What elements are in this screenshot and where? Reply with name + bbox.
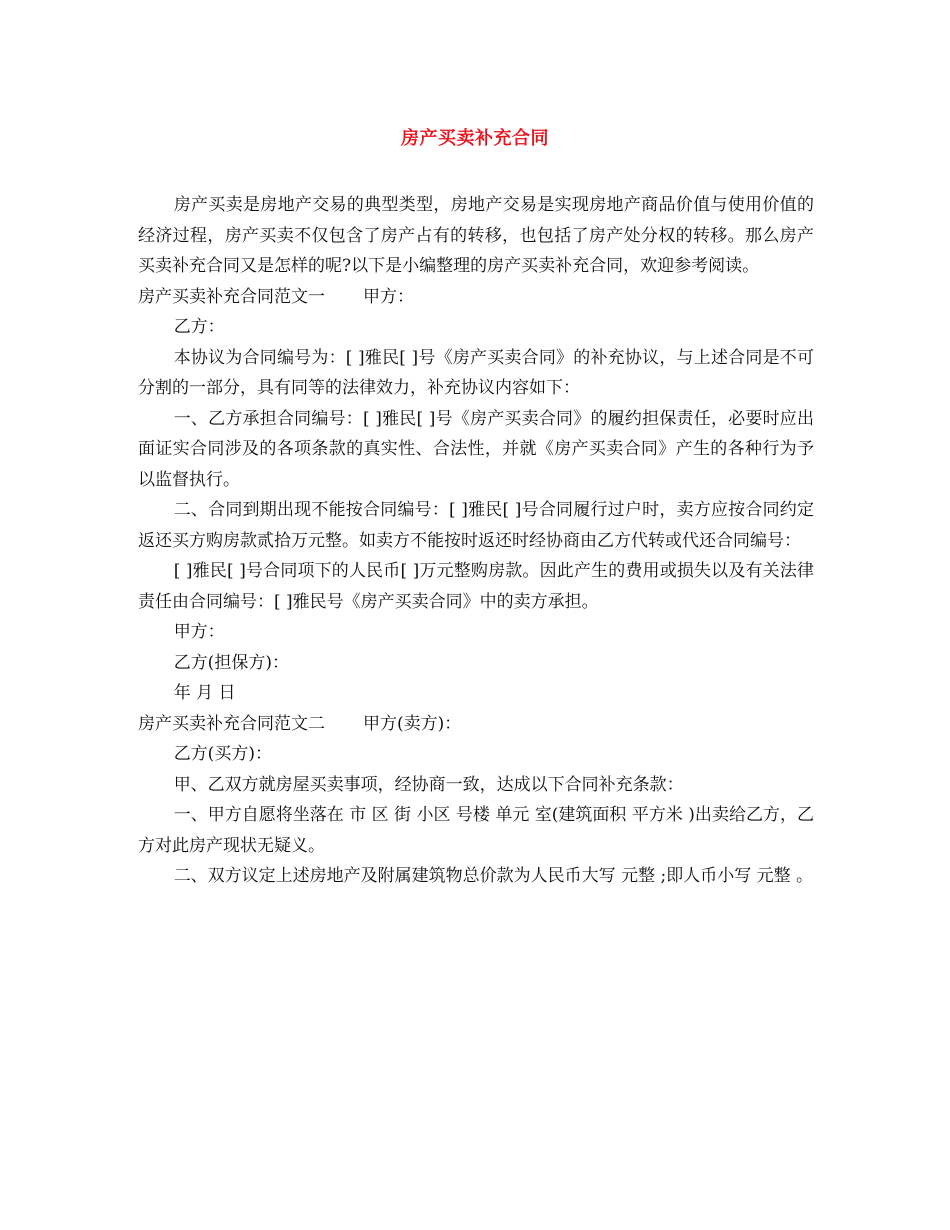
- paragraph-sample-one-heading: [138, 282, 814, 313]
- paragraph-consensus: 甲、乙双方就房屋买卖事项，经协商一致，达成以下合同补充条款：: [173, 774, 684, 795]
- paragraph-party-b: 乙方：: [173, 317, 225, 337]
- paragraph-signature-party-b: 乙方(担保方)：: [173, 652, 289, 673]
- paragraph-clause-two-continued: [ ]雅民[ ]号合同项下的人民币[ ]万元整购房款。因此产生的费用或损失以及有关法律责任由合同编号：[ ]雅民号《房产买卖合同》中的卖方承担。: [138, 561, 814, 612]
- sample-two-heading: 房产买卖补充合同范文二: [138, 713, 325, 734]
- seller-label: 甲方(卖方)：: [363, 713, 462, 734]
- paragraph-buyer: 乙方(买方)：: [173, 744, 272, 764]
- paragraph-intro: 房产买卖是房地产交易的典型类型，房地产交易是实现房地产商品价值与使用价值的经济过程，房产买卖不仅包含了房产占有的转移，也包括了房产处分权的转移。那么房产买卖补充合同又是怎样的呢?以下是小编整理的房产买卖补充合同，欢迎参考阅读。: [138, 195, 814, 276]
- paragraph-agreement-intro: 本协议为合同编号为：[ ]雅民[ ]号《房产买卖合同》的补充协议，与上述合同是不可分割的一部分，具有同等的法律效力，补充协议内容如下：: [138, 347, 814, 398]
- sample-one-heading: 房产买卖补充合同范文一: [138, 286, 325, 307]
- paragraph-sample-two-heading: [138, 709, 814, 740]
- paragraph-clause-two: 二、合同到期出现不能按合同编号：[ ]雅民[ ]号合同履行过户时，卖方应按合同约定返还买方购房款贰拾万元整。如卖方不能按时返还时经协商由乙方代转或代还合同编号：: [138, 500, 814, 551]
- document-body: [138, 190, 814, 892]
- paragraph-sale-clause-one: 一、甲方自愿将坐落在 市 区 街 小区 号楼 单元 室(建筑面积 平方米 )出卖给乙方，乙方对此房产现状无疑义。: [138, 805, 814, 856]
- party-a-label: 甲方：: [363, 286, 414, 307]
- paragraph-clause-one: 一、乙方承担合同编号：[ ]雅民[ ]号《房产买卖合同》的履约担保责任，必要时应出面证实合同涉及的各项条款的真实性、合法性，并就《房产买卖合同》产生的各种行为予以监督执行。: [138, 408, 814, 490]
- paragraph-date: 年 月 日: [173, 683, 236, 703]
- paragraph-sale-clause-two: 二、双方议定上述房地产及附属建筑物总价款为人民币大写 元整 ;即人币小写 元整 。: [173, 866, 814, 886]
- paragraph-signature-party-a: 甲方：: [173, 622, 225, 642]
- document-title: 房产买卖补充合同: [401, 128, 549, 149]
